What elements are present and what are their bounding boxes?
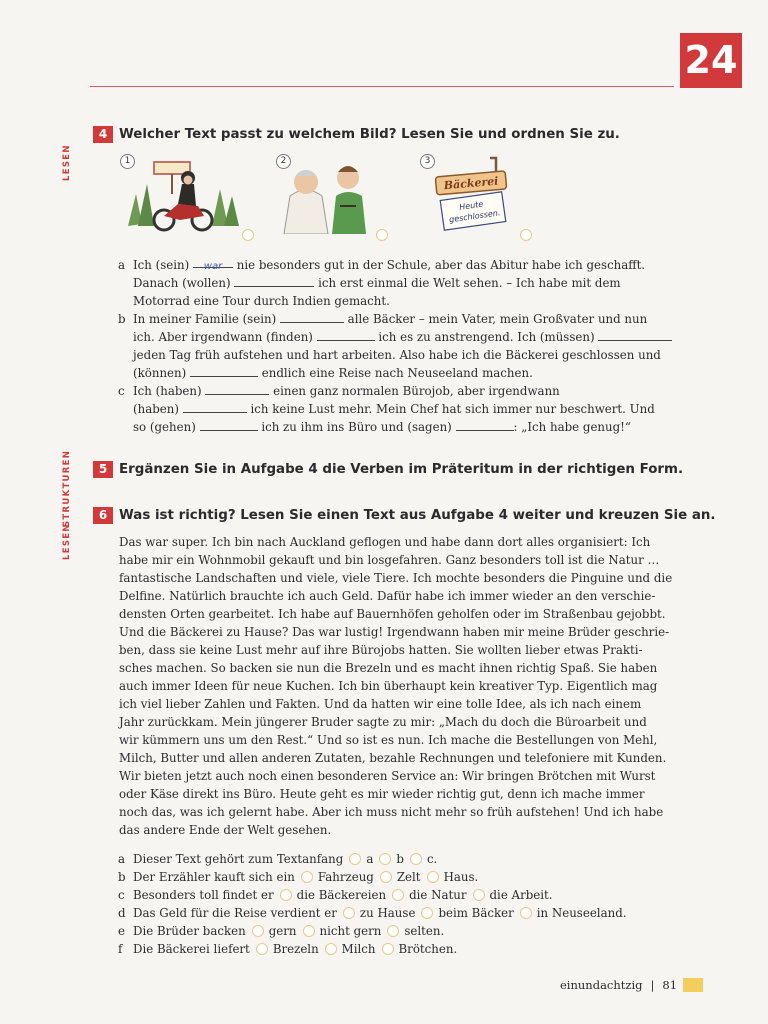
text-line: jeden Tag früh aufstehen und hart arbeiten. Also habe ich die Bäckerei geschlossen und [133, 348, 661, 362]
question-label: d [118, 906, 126, 920]
reading-line: habe mir ein Wohnmobil gekauft und bin losgefahren. Ganz besonders toll ist die Natur … [119, 553, 660, 567]
picture-2 [276, 154, 376, 238]
option-label: nicht gern [319, 924, 382, 938]
radio-circle[interactable] [325, 943, 337, 955]
text-line: so (gehen) ich zu ihm ins Büro und (sagen) : „Ich habe genug!“ [133, 420, 631, 434]
blank-field[interactable] [205, 383, 269, 395]
answer-option[interactable] [343, 904, 416, 922]
answer-option[interactable] [303, 922, 382, 940]
task-4-text-c [118, 382, 698, 436]
option-label: selten. [404, 924, 445, 938]
text-line: ich. Aber irgendwann (finden) ich es zu anstrengend. Ich (müssen) [133, 328, 698, 346]
answer-option[interactable] [382, 940, 458, 958]
two-men-arguing-illustration [276, 154, 376, 234]
question-label: c [118, 888, 125, 902]
answer-option[interactable] [325, 940, 376, 958]
text-line: (haben) ich keine Lust mehr. Mein Chef hat sich immer nur beschwert. Und [133, 402, 655, 416]
question-label: e [118, 924, 125, 938]
blank-field[interactable] [183, 401, 247, 413]
radio-circle[interactable] [382, 943, 394, 955]
radio-circle[interactable] [280, 889, 292, 901]
page-number-badge: 24 [680, 33, 742, 88]
picture-3 [420, 154, 520, 238]
question-c [118, 886, 698, 904]
reading-line: sches machen. So backen sie nun die Brezeln und es macht ihnen richtig Spaß. Sie haben [119, 661, 658, 675]
footer [560, 978, 703, 992]
answer-option[interactable] [410, 850, 437, 868]
reading-line: Das war super. Ich bin nach Auckland geflogen und habe dann dort alles organisiert: Ich [119, 535, 651, 549]
question-stem: Der Erzähler kauft sich ein [133, 870, 295, 884]
picture-1 [120, 154, 250, 238]
radio-circle[interactable] [301, 871, 313, 883]
reading-line: Und die Bäckerei zu Hause? Das war lustig! Irgendwann haben mir meine Brüder geschrie- [119, 625, 670, 639]
reading-line: das andere Ende der Welt gesehen. [119, 823, 332, 837]
option-label: gern [268, 924, 297, 938]
answer-option[interactable] [301, 868, 374, 886]
blank-field[interactable] [280, 311, 344, 323]
task-5-title: Ergänzen Sie in Aufgabe 4 die Verben im Präteritum in der richtigen Form. [119, 462, 684, 477]
bakery-sign-illustration [420, 154, 520, 234]
side-label-strukturen: STRUKTUREN [62, 449, 72, 527]
side-label-lesen-6: LESEN [62, 523, 72, 560]
option-label: Brötchen. [398, 942, 458, 956]
closed-card-line2: geschlossen. [448, 208, 501, 225]
reading-line: wir kümmern uns um den Rest.“ Und so ist es nun. Ich mache die Bestellungen von Mehl, [119, 733, 658, 747]
question-f [118, 940, 698, 958]
task-4-text-b [118, 310, 698, 382]
radio-circle[interactable] [380, 871, 392, 883]
text-line: In meiner Familie (sein) alle Bäcker – mein Vater, mein Großvater und nun [133, 312, 648, 326]
task-4-texts [118, 256, 698, 436]
radio-circle[interactable] [303, 925, 315, 937]
option-label: zu Hause [359, 906, 416, 920]
reading-line: fantastische Landschaften und viele, viele Tiere. Ich mochte besonders die Pinguine und die [119, 571, 673, 585]
answer-option[interactable] [520, 904, 627, 922]
radio-circle[interactable] [392, 889, 404, 901]
option-label: in Neuseeland. [536, 906, 627, 920]
blank-field[interactable] [317, 329, 375, 341]
answer-option[interactable] [392, 886, 466, 904]
blank-field[interactable] [200, 419, 258, 431]
task-4-text-a [118, 256, 698, 310]
radio-circle[interactable] [379, 853, 391, 865]
question-stem: Die Bäckerei liefert [133, 942, 250, 956]
question-stem: Besonders toll findet er [133, 888, 274, 902]
task-6-number: 6 [93, 507, 113, 524]
task-6-reading-text [119, 533, 709, 839]
question-stem: Das Geld für die Reise verdient er [133, 906, 337, 920]
picture-3-radio[interactable] [520, 229, 532, 241]
task-5-heading [93, 461, 683, 478]
option-label: die Bäckereien [296, 888, 387, 902]
radio-circle[interactable] [421, 907, 433, 919]
option-label: Milch [341, 942, 376, 956]
option-label: c. [426, 852, 438, 866]
radio-circle[interactable] [427, 871, 439, 883]
question-a [118, 850, 698, 868]
radio-circle[interactable] [349, 853, 361, 865]
footer-page-number: 81 [662, 978, 678, 992]
reading-line: ben, dass sie keine Lust mehr auf ihre Bürojobs hatten. Sie wollten lieber etwas Prakti- [119, 643, 643, 657]
text-line: Ich (sein) war nie besonders gut in der Schule, aber das Abitur habe ich geschafft. [133, 258, 646, 272]
answer-option[interactable] [387, 922, 444, 940]
question-d [118, 904, 698, 922]
option-label: Brezeln [272, 942, 319, 956]
text-line: Ich (haben) einen ganz normalen Bürojob, aber irgendwann [133, 384, 560, 398]
reading-line: densten Orten gearbeitet. Ich habe auf Bauernhöfen geholfen oder im Straßenbau gejobbt. [119, 607, 666, 621]
answer-option[interactable] [349, 850, 373, 868]
question-stem: Die Brüder backen [133, 924, 246, 938]
task-6-title: Was ist richtig? Lesen Sie einen Text aus Aufgabe 4 weiter und kreuzen Sie an. [119, 508, 716, 523]
option-label: a [366, 852, 374, 866]
radio-circle[interactable] [410, 853, 422, 865]
closed-card-line1: Heute [458, 199, 484, 212]
blank-field[interactable] [190, 365, 258, 377]
bakery-sign-text: Bäckerei [443, 174, 499, 193]
footer-tag [683, 978, 703, 992]
reading-line: oder Käse direkt ins Büro. Heute geht es mir wieder richtig gut, denn ich mache immer [119, 787, 645, 801]
blank-field[interactable] [234, 275, 314, 287]
answer-option[interactable] [252, 922, 297, 940]
option-label: Zelt [396, 870, 421, 884]
question-b [118, 868, 698, 886]
question-label: a [118, 852, 126, 866]
reading-line: noch das, was ich gelernt habe. Aber ich muss nicht mehr so früh aufstehen! Und ich habe [119, 805, 664, 819]
radio-circle[interactable] [343, 907, 355, 919]
task-4-heading [93, 126, 620, 143]
blank-field[interactable] [456, 419, 514, 431]
task-6-questions [118, 850, 698, 958]
answer-option[interactable] [473, 886, 553, 904]
item-label: a [118, 258, 126, 272]
picture-1-radio[interactable] [242, 229, 254, 241]
question-e [118, 922, 698, 940]
footer-page-word: einundachtzig [560, 978, 643, 992]
reading-line: Milch, Butter und allen anderen Zutaten, bezahle Rechnungen und telefoniere mit Kunden. [119, 751, 667, 765]
picture-3-number: 3 [420, 154, 435, 169]
answer-option[interactable] [280, 886, 386, 904]
option-label: Haus. [443, 870, 479, 884]
task-4-title: Welcher Text passt zu welchem Bild? Lesen Sie und ordnen Sie zu. [119, 127, 620, 142]
radio-circle[interactable] [252, 925, 264, 937]
option-label: beim Bäcker [438, 906, 514, 920]
side-label-lesen-4: LESEN [62, 144, 72, 181]
question-label: b [118, 870, 126, 884]
text-line: (können) endlich eine Reise nach Neuseeland machen. [133, 366, 533, 380]
reading-line: Wir bieten jetzt auch noch einen besonderen Service an: Wir bringen Brötchen mit Wurst [119, 769, 656, 783]
header-rule [90, 86, 674, 87]
item-label: c [118, 384, 125, 398]
option-label: die Natur [409, 888, 467, 902]
reading-line: auch immer Ideen für neue Kuchen. Ich bin überhaupt kein kreativer Typ. Eigentlich mag [119, 679, 658, 693]
picture-2-number: 2 [276, 154, 291, 169]
question-label: f [118, 942, 123, 956]
radio-circle[interactable] [473, 889, 485, 901]
option-label: b [396, 852, 404, 866]
radio-circle[interactable] [256, 943, 268, 955]
answer-option[interactable] [379, 850, 404, 868]
reading-line: ich viel lieber Zahlen und Fakten. Und da hatten wir eine tolle Idee, als ich nach einem [119, 697, 642, 711]
reading-line: Jahr zurückkam. Mein jüngerer Bruder sagte zu mir: „Mach du doch die Büroarbeit und [119, 715, 647, 729]
picture-2-radio[interactable] [376, 229, 388, 241]
blank-field[interactable]: war [193, 256, 233, 268]
footer-separator: | [650, 978, 655, 992]
task-6-heading [93, 507, 716, 524]
task-4-number: 4 [93, 126, 113, 143]
picture-1-number: 1 [120, 154, 135, 169]
answer-option[interactable] [380, 868, 421, 886]
question-stem: Dieser Text gehört zum Textanfang [133, 852, 344, 866]
option-label: Fahrzeug [317, 870, 374, 884]
answer-option[interactable] [427, 868, 479, 886]
task-5-number: 5 [93, 461, 113, 478]
motorcycle-rider-illustration [120, 154, 250, 234]
option-label: die Arbeit. [489, 888, 553, 902]
text-line: Danach (wollen) ich erst einmal die Welt sehen. – Ich habe mit dem [133, 276, 621, 290]
blank-field[interactable] [598, 329, 672, 341]
item-label: b [118, 312, 126, 326]
answer-option[interactable] [256, 940, 319, 958]
radio-circle[interactable] [520, 907, 532, 919]
reading-line: Delfine. Natürlich brauchte ich auch Geld. Dafür habe ich immer wieder an den verschie- [119, 589, 656, 603]
answer-option[interactable] [421, 904, 513, 922]
radio-circle[interactable] [387, 925, 399, 937]
text-line: Motorrad eine Tour durch Indien gemacht. [133, 294, 390, 308]
